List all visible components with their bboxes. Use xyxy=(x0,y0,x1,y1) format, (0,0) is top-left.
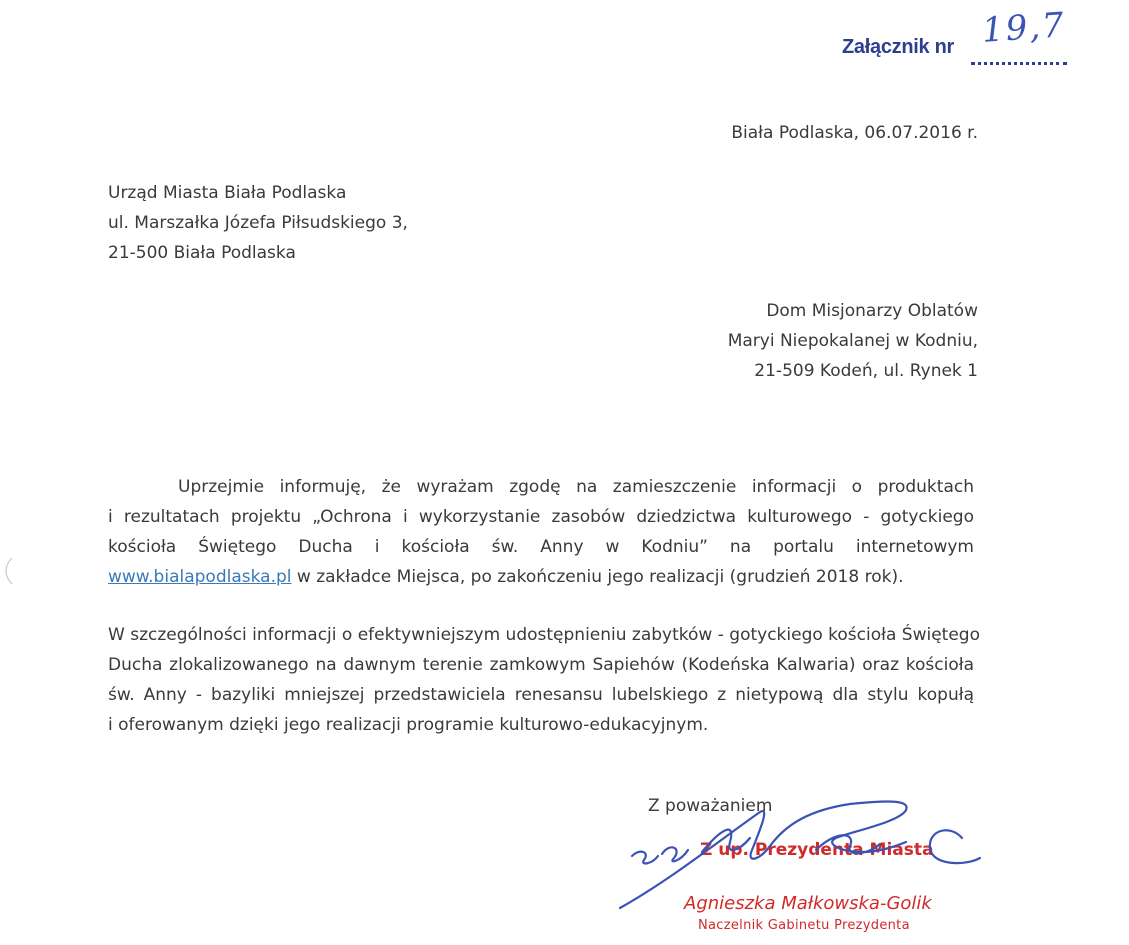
sender-line-3: 21-500 Biała Podlaska xyxy=(108,243,296,263)
stamp-name: Agnieszka Małkowska-Golik xyxy=(684,893,932,914)
sender-address xyxy=(108,178,408,268)
recipient-address xyxy=(728,296,978,386)
recipient-line-2: Maryi Niepokalanej w Kodniu, xyxy=(727,331,978,351)
paragraph-1-line-1: Uprzejmie informuję, że wyrażam zgodę na zamieszczenie informacji o produktach xyxy=(178,477,974,497)
paragraph-2-line-1: W szczególności informacji o efektywniejszym udostępnieniu zabytków - gotyckiego kościoła Świętego xyxy=(108,625,980,645)
stamp-role: Naczelnik Gabinetu Prezydenta xyxy=(698,918,910,933)
sender-line-1: Urząd Miasta Biała Podlaska xyxy=(108,183,347,203)
website-link[interactable]: www.bialapodlaska.pl xyxy=(108,567,292,587)
stamp-title: Z up. Prezydenta Miasta xyxy=(700,840,934,860)
paragraph-2-line-3: św. Anny - bazyliki mniejszej przedstawiciela renesansu lubelskiego z nietypową dla stylu kopułą xyxy=(108,685,974,705)
paragraph-1-line-4 xyxy=(108,562,974,592)
date-line: Biała Podlaska, 06.07.2016 r. xyxy=(731,123,978,143)
paragraph-1-line-4-text: w zakładce Miejsca, po zakończeniu jego realizacji (grudzień 2018 rok). xyxy=(291,567,904,587)
handwritten-signature xyxy=(610,790,990,920)
sender-line-2: ul. Marszałka Józefa Piłsudskiego 3, xyxy=(108,213,408,233)
body-paragraph-1 xyxy=(108,472,974,592)
paragraph-2-line-2: Ducha zlokalizowanego na dawnym terenie zamkowym Sapiehów (Kodeńska Kalwaria) oraz kościoła xyxy=(108,655,974,675)
attachment-number-handwritten: 19,7 xyxy=(980,5,1067,51)
recipient-line-3: 21-509 Kodeń, ul. Rynek 1 xyxy=(754,361,978,381)
recipient-line-1: Dom Misjonarzy Oblatów xyxy=(766,301,978,321)
paragraph-1-line-2: i rezultatach projektu „Ochrona i wykorzystanie zasobów dziedzictwa kulturowego - gotyckiego xyxy=(108,507,974,527)
paragraph-2-line-4: i oferowanym dzięki jego realizacji programie kulturowo-edukacyjnym. xyxy=(108,715,709,735)
closing-salutation: Z poważaniem xyxy=(648,796,773,816)
body-paragraph-2 xyxy=(108,620,980,740)
scan-edge-mark xyxy=(2,556,16,586)
attachment-label: Załącznik nr xyxy=(842,36,954,58)
paragraph-1-line-3: kościoła Świętego Ducha i kościoła św. Anny w Kodniu” na portalu internetowym xyxy=(108,537,974,557)
